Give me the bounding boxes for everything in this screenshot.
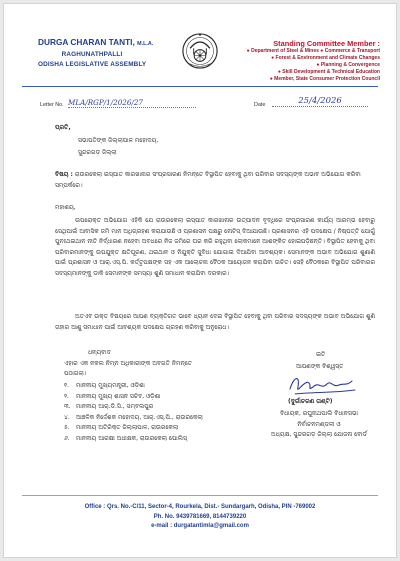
letter-page: [4, 4, 396, 557]
designation-line: ନିର୍ବାଚନମଣ୍ଡଳୀ ଓ: [297, 420, 341, 428]
bullet-icon: ●: [320, 48, 324, 54]
footer-divider: [22, 495, 378, 496]
committee-title: Standing Committee Member :: [273, 39, 380, 48]
footer-contact: [4, 503, 396, 532]
list-number: ୫.: [64, 424, 70, 431]
list-text: ମାନନୀୟ ମୁଖ୍ୟମନ୍ତ୍ରୀ, ଓଡ଼ିଶା: [76, 382, 145, 389]
committee-item: Member, State Consumer Protection Council: [274, 76, 380, 82]
list-item: [64, 434, 254, 445]
iti-text: ଇତି: [316, 351, 326, 358]
salutation: ମହାଶୟ,: [55, 204, 76, 211]
committee-item: Department of Steel & Mines: [251, 48, 319, 54]
list-item: [64, 423, 254, 434]
yours-faithfully: ଆପଣଙ୍କ ବିଶ୍ୱସ୍ତ: [296, 363, 344, 370]
thanks-text: ଧନ୍ୟବାଦ: [88, 349, 111, 356]
header-divider: [22, 86, 378, 87]
committee-item: Planning & Convergence: [320, 62, 380, 68]
bullet-icon: ●: [271, 55, 275, 61]
address-line2: ସୁନ୍ଦରଗଡ଼ ଜିଲ୍ଲା: [78, 149, 117, 156]
list-item: [64, 381, 254, 392]
committee-item: Skill Development & Technical Education: [282, 69, 380, 75]
body-paragraph-1: ଉପରୋକ୍ତ ଅଭିଯୋଗ ଏହିକି ଯେ ରାଉରକେଲା ଇସ୍ପାତ କାରଖାନାର ଉତ୍ପାଦନ ବୃଦ୍ଧିରେ ସଂପ୍ରସାରଣ କାର୍ଯ୍ୟ ଆରମ୍ଭ ହେବାରୁ ସେଥିପାଇଁ ଆବାସିକ ଜମି ମାନ ଅଧିଗ୍ରହଣ କରାଯାଉଛି ଓ ପ୍ରଶାସନ ପକ୍ଷରୁ ନୋଟିସ୍ ଦିଆଯାଉଛି। ପ୍ରଶାସନର ଏହି ପଦକ୍ଷେପ / ନିଷ୍ପତ୍ତି ଯୋଗୁଁ ପୁନଃଥଇଥାନ ନୀତି ନିର୍ଦ୍ଧାରଣ ନହେବା ଅବଧରେ ନିଜ ଜମିରେ ଘର କରି ରହୁଥିବା ଲୋକମାନେ ଆଶଙ୍କିତ ହୋଇପଡ଼ିଛନ୍ତି। ବିସ୍ଥାପିତ ହେବାକୁ ଥିବା ପରିବାରମାନଙ୍କୁ ଉପଯୁକ୍ତ କ୍ଷତିପୂରଣ, ଥଇଥାନ ଓ ନିଯୁକ୍ତି ସୁବିଧା ଯୋଗାଇ ଦିଆଯିବା ଆବଶ୍ୟକ। ସେମାନଙ୍କ ଅଭାବ ଅଭିଯୋଗ ଶୁଣାଣି ପାଇଁ ପ୍ରଶାସନ ଓ ଆର୍.ଏସ୍.ପି. କର୍ତ୍ତୃପକ୍ଷଙ୍କ ସହ ଏକ ଆଲୋଚନା ବୈଠକ ଆୟୋଜନ କରାଯିବା ଉଚିତ। ସେହି ବୈଠକରେ ବିସ୍ଥାପିତ ପରିବାରର ସଦସ୍ୟମାନଙ୍କୁ ଡାକି ସେମାନଙ୍କ ସମସ୍ୟା ଶୁଣି ସମାଧାନ କରାଯିବା ଦରକାର।: [55, 217, 375, 277]
committee-line: [200, 62, 380, 69]
body-paragraph-2: ଅତଏବ ଉକ୍ତ ବିଷୟରେ ଆପଣ ବ୍ୟକ୍ତିଗତ ଭାବେ ଧ୍ୟାନ ଦେଇ ବିସ୍ଥାପିତ ହେବାକୁ ଥିବା ପରିବାର ସଦସ୍ୟଙ୍କ ଅଭାବ ଅଭିଯୋଗ ଶୁଣି ତାହାର ଆଶୁ ସମାଧାନ ପାଇଁ ଆବଶ୍ୟକ ପଦକ୍ଷେପ ଗ୍ରହଣ କରିବାକୁ ଅନୁରୋଧ।: [55, 313, 375, 331]
list-text: ମାନନୀୟ ମୁଖ୍ୟ ଶାସନ ସଚିବ, ଓଡ଼ିଶା: [76, 392, 161, 400]
designation-line: ବିଧାୟକ, ରଘୁନାଥପାଲି ବିଧାନସଭା: [280, 410, 358, 417]
list-number: ୧.: [64, 382, 70, 389]
committee-item: Commerce & Transport: [324, 48, 380, 54]
mla-suffix: M.L.A.: [137, 41, 154, 47]
list-number: ୩.: [64, 403, 71, 410]
list-number: ୨.: [64, 392, 69, 400]
list-text: ମାନନୀୟ ଆରକ୍ଷୀ ଅଧୀକ୍ଷକ, ରାଉରକେଲା ପୋଲିସ୍: [76, 434, 187, 442]
assembly-name: ODISHA LEGISLATIVE ASSEMBLY: [38, 61, 147, 68]
bullet-icon: ●: [277, 69, 281, 75]
date-label: Date: [254, 102, 266, 108]
constituency: RAGHUNATHPALLI: [61, 51, 123, 58]
letterhead-identity: [38, 37, 154, 70]
designation-line: ଅଧ୍ୟକ୍ଷ, ସୁନ୍ଦରଗଡ଼ ଜିଲ୍ଲା ଯୋଜନା ବୋର୍ଡ: [271, 431, 367, 438]
signature-graphic: [286, 372, 358, 398]
committee-block: [200, 39, 380, 83]
list-text: ମାନନୀୟ ଆର୍.ଡି.ସି., ସମ୍ବଲପୁର: [76, 403, 154, 410]
committee-line: [200, 76, 380, 83]
email-address: e-mail : durgatantimla@gmail.com: [151, 523, 249, 529]
list-item: [64, 392, 254, 403]
copy-note-line2: ପଠାଗଲା।: [64, 370, 87, 377]
mla-name: DURGA CHARAN TANTI,: [38, 37, 135, 47]
subject-label: ବିଷୟ :: [55, 171, 73, 178]
list-number: ୬.: [64, 434, 70, 442]
office-address: Office : Qrs. No.-C/11, Sector-4, Rourkela, Dist.- Sundargarh, Odisha, PIN -769002: [84, 504, 316, 510]
subject-line: [55, 170, 373, 192]
subject-text: ରାଉରକେଲା ଇସ୍ପାତ କାରଖାନାର ସଂପ୍ରସାରଣ ନିମନ୍ତେ ବିସ୍ଥାପିତ ହେବାକୁ ଥିବା ପରିବାର ସଦସ୍ୟଙ୍କ ଅଭାବ ଅଭିଯୋଗ କରିବା ସମ୍ପର୍କରେ।: [55, 171, 361, 189]
copy-note-line1: ଏହାର ଏକ ନକଲ ନିମ୍ନ ଅଧିକାରୀଙ୍କ ଅବଗତି ନିମନ୍ତେ: [64, 360, 192, 367]
committee-line: [200, 55, 380, 62]
mla-name-line: [38, 37, 154, 50]
list-number: ୪.: [64, 413, 70, 421]
letter-no-label: Letter No.: [40, 102, 64, 108]
committee-line: [200, 48, 380, 55]
address-to: ପ୍ରତି,: [55, 124, 71, 131]
date-value: 25/4/2026: [272, 97, 368, 107]
phone-numbers: Ph. No. 9439781669, 8144739220: [153, 513, 247, 520]
bullet-icon: ●: [316, 62, 320, 68]
list-text: ଆଞ୍ଚଳିକ ନିର୍ଦ୍ଦେଶକ ମହୋଦୟ, ଆର୍.ଏସ୍.ପି., ରାଉରକେଲା: [76, 413, 203, 421]
list-item: [64, 413, 254, 424]
address-line1: ସଭାପତିଙ୍କ ଜିଲ୍ଲାପାଳ ମହୋଦୟ,: [78, 137, 159, 144]
signatory-name: (ଦୁର୍ଗାଚରଣ ତାଣ୍ଟି): [288, 398, 333, 405]
list-text: ମାନନୀୟ ଅତିରିକ୍ତ ଜିଲ୍ଲାପାଳ, ରାଉରକେଲା: [76, 424, 179, 431]
list-item: [64, 402, 254, 413]
committee-line: [200, 69, 380, 76]
bullet-icon: ●: [269, 76, 273, 82]
signature: [286, 372, 358, 398]
committee-item: Forest & Environment and Climate Changes: [275, 55, 380, 61]
letter-no-value: MLA/RGP/1/2026/27: [68, 98, 196, 108]
copy-recipient-list: [64, 381, 254, 461]
signatory-designation: [250, 409, 388, 441]
bullet-icon: ●: [246, 48, 250, 54]
